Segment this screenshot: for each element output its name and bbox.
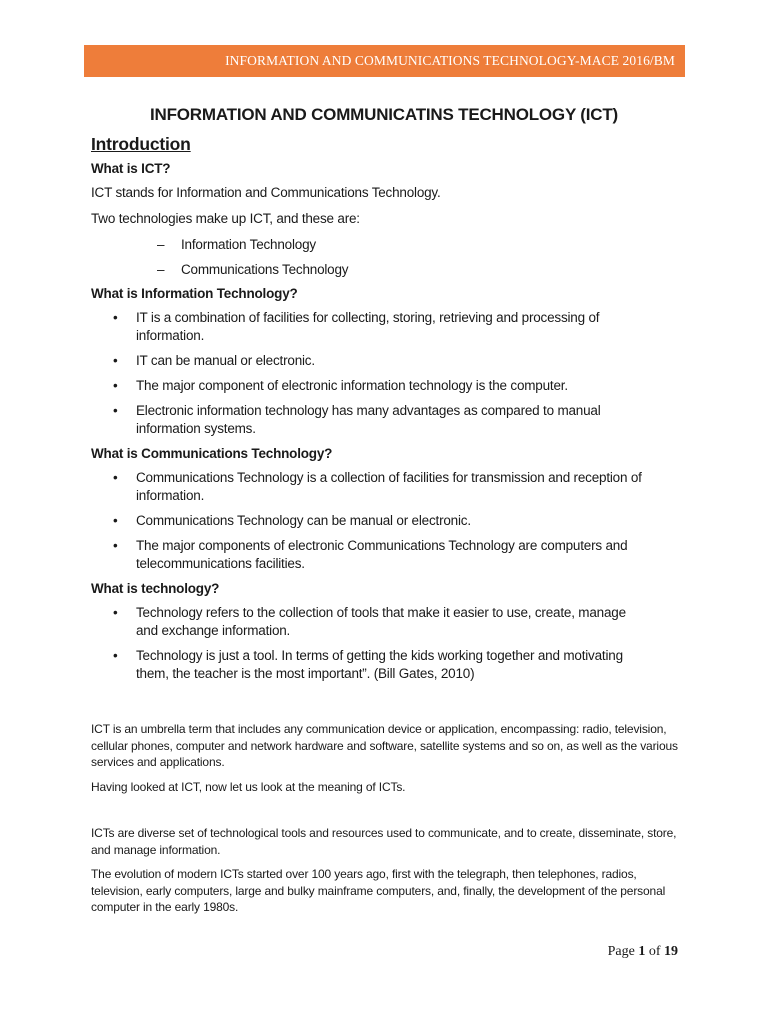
dash-icon: – (157, 262, 165, 277)
list-item: • Technology refers to the collection of tools that make it easier to use, create, manage and exchange information. (113, 605, 626, 638)
header-text: INFORMATION AND COMMUNICATIONS TECHNOLOGY-MACE 2016/BM (225, 53, 675, 68)
what-is-ct-heading: What is Communications Technology? (91, 446, 333, 461)
bullet-icon: • (113, 648, 118, 663)
list-item: – Communications Technology (157, 262, 349, 277)
what-is-it-heading: What is Information Technology? (91, 286, 298, 301)
ict-components-list (91, 236, 691, 279)
what-is-technology-heading: What is technology? (91, 581, 220, 596)
ct-bullets (91, 469, 691, 573)
ict-components-intro: Two technologies make up ICT, and these are: (91, 211, 360, 226)
list-item: • Technology is just a tool. In terms of getting the kids working together and motivating them, the teacher is the most important”. (Bill Gates, 2010) (113, 648, 623, 681)
introduction-heading: Introduction (91, 134, 191, 154)
list-item: • The major component of electronic information technology is the computer. (113, 378, 568, 393)
header-bar (84, 45, 685, 77)
list-item: • IT is a combination of facilities for collecting, storing, retrieving and processing of information. (113, 310, 600, 343)
document-body (91, 134, 691, 924)
list-item: • Communications Technology is a collection of facilities for transmission and reception of information. (113, 470, 642, 503)
list-item: • The major components of electronic Communications Technology are computers and telecommunications facilities. (113, 538, 628, 571)
bullet-icon: • (113, 378, 118, 393)
list-item: – Information Technology (157, 237, 316, 252)
bullet-icon: • (113, 605, 118, 620)
bullet-icon: • (113, 470, 118, 485)
list-item: • Communications Technology can be manual or electronic. (113, 513, 471, 528)
icts-evolution-paragraph: The evolution of modern ICTs started over 100 years ago, first with the telegraph, then telephones, radios, television, early computers, large and bulky mainframe computers, and, finally, the development of the personal computer in the early 1980s. (91, 867, 666, 914)
icts-transition-paragraph: Having looked at ICT, now let us look at the meaning of ICTs. (91, 779, 406, 794)
bullet-icon: • (113, 353, 118, 368)
list-item: • Electronic information technology has many advantages as compared to manual information systems. (113, 403, 601, 436)
page-number: Page 1 of 19 (607, 944, 678, 959)
technology-bullets (91, 604, 691, 683)
ict-umbrella-paragraph: ICT is an umbrella term that includes any communication device or application, encompassing: radio, television, cellular phones, computer and network hardware and software, satellite systems and so on, as well as the various services and applications. (91, 722, 678, 769)
document-title: INFORMATION AND COMMUNICATINS TECHNOLOGY (ICT) (149, 105, 619, 124)
ict-definition: ICT stands for Information and Communications Technology. (91, 185, 441, 200)
bullet-icon: • (113, 513, 118, 528)
what-is-ict-heading: What is ICT? (91, 161, 171, 176)
it-bullets (91, 309, 691, 438)
bullet-icon: • (113, 538, 118, 553)
dash-icon: – (157, 237, 165, 252)
bullet-icon: • (113, 403, 118, 418)
list-item: • IT can be manual or electronic. (113, 353, 315, 368)
icts-definition-paragraph: ICTs are diverse set of technological tools and resources used to communicate, and to create, disseminate, store, and manage information. (91, 826, 677, 857)
bullet-icon: • (113, 310, 118, 325)
